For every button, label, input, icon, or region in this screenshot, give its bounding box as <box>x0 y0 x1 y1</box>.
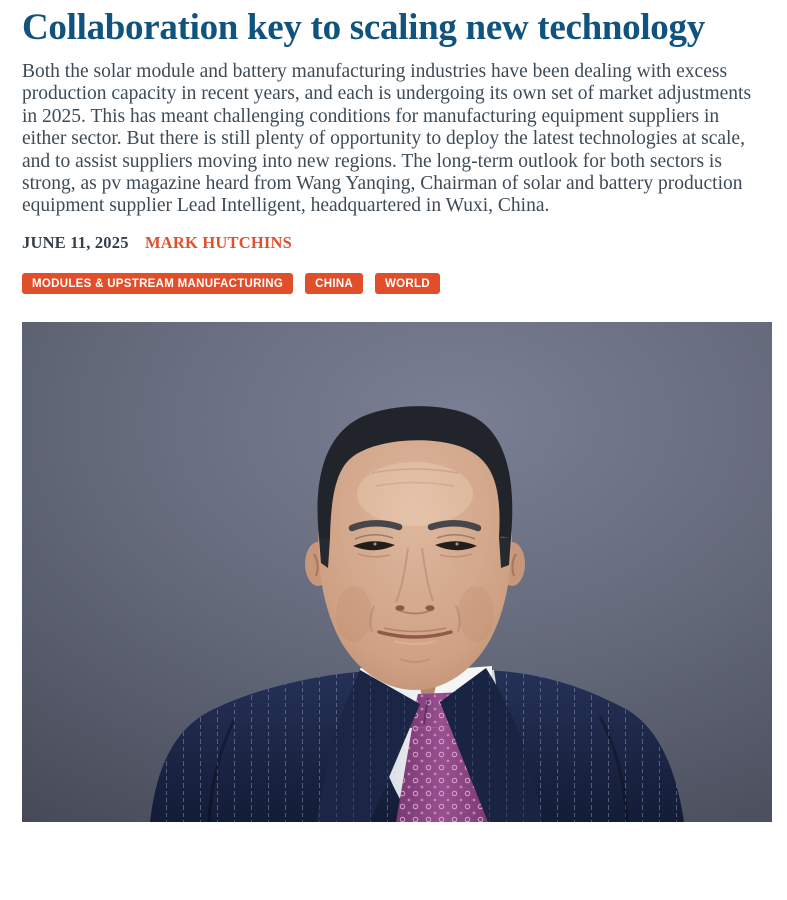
page-title: Collaboration key to scaling new technology <box>22 7 705 48</box>
category-tags <box>22 273 765 294</box>
article-page <box>0 8 787 900</box>
tag-modules-upstream-manufacturing[interactable]: MODULES & UPSTREAM MANUFACTURING <box>22 273 293 294</box>
publish-date: JUNE 11, 2025 <box>22 232 129 252</box>
article-byline <box>22 233 765 253</box>
author-link[interactable]: MARK HUTCHINS <box>144 232 292 252</box>
article-photo <box>22 322 772 822</box>
tag-china[interactable]: CHINA <box>305 273 363 294</box>
article-lead-paragraph: Both the solar module and battery manufacturing industries have been dealing with excess production capacity in recent years, and each is undergoing its own set of market adjustments in 2025. This has meant challenging conditions for manufacturing equipment suppliers in either sector. But there is still plenty of opportunity to deploy the latest technologies at scale, and to assist suppliers moving into new regions. The long-term outlook for both sectors is strong, as pv magazine heard from Wang Yanqing, Chairman of solar and battery production equipment supplier Lead Intelligent, headquartered in Wuxi, China. <box>22 61 752 217</box>
portrait-illustration <box>22 322 772 822</box>
tag-world[interactable]: WORLD <box>375 273 440 294</box>
